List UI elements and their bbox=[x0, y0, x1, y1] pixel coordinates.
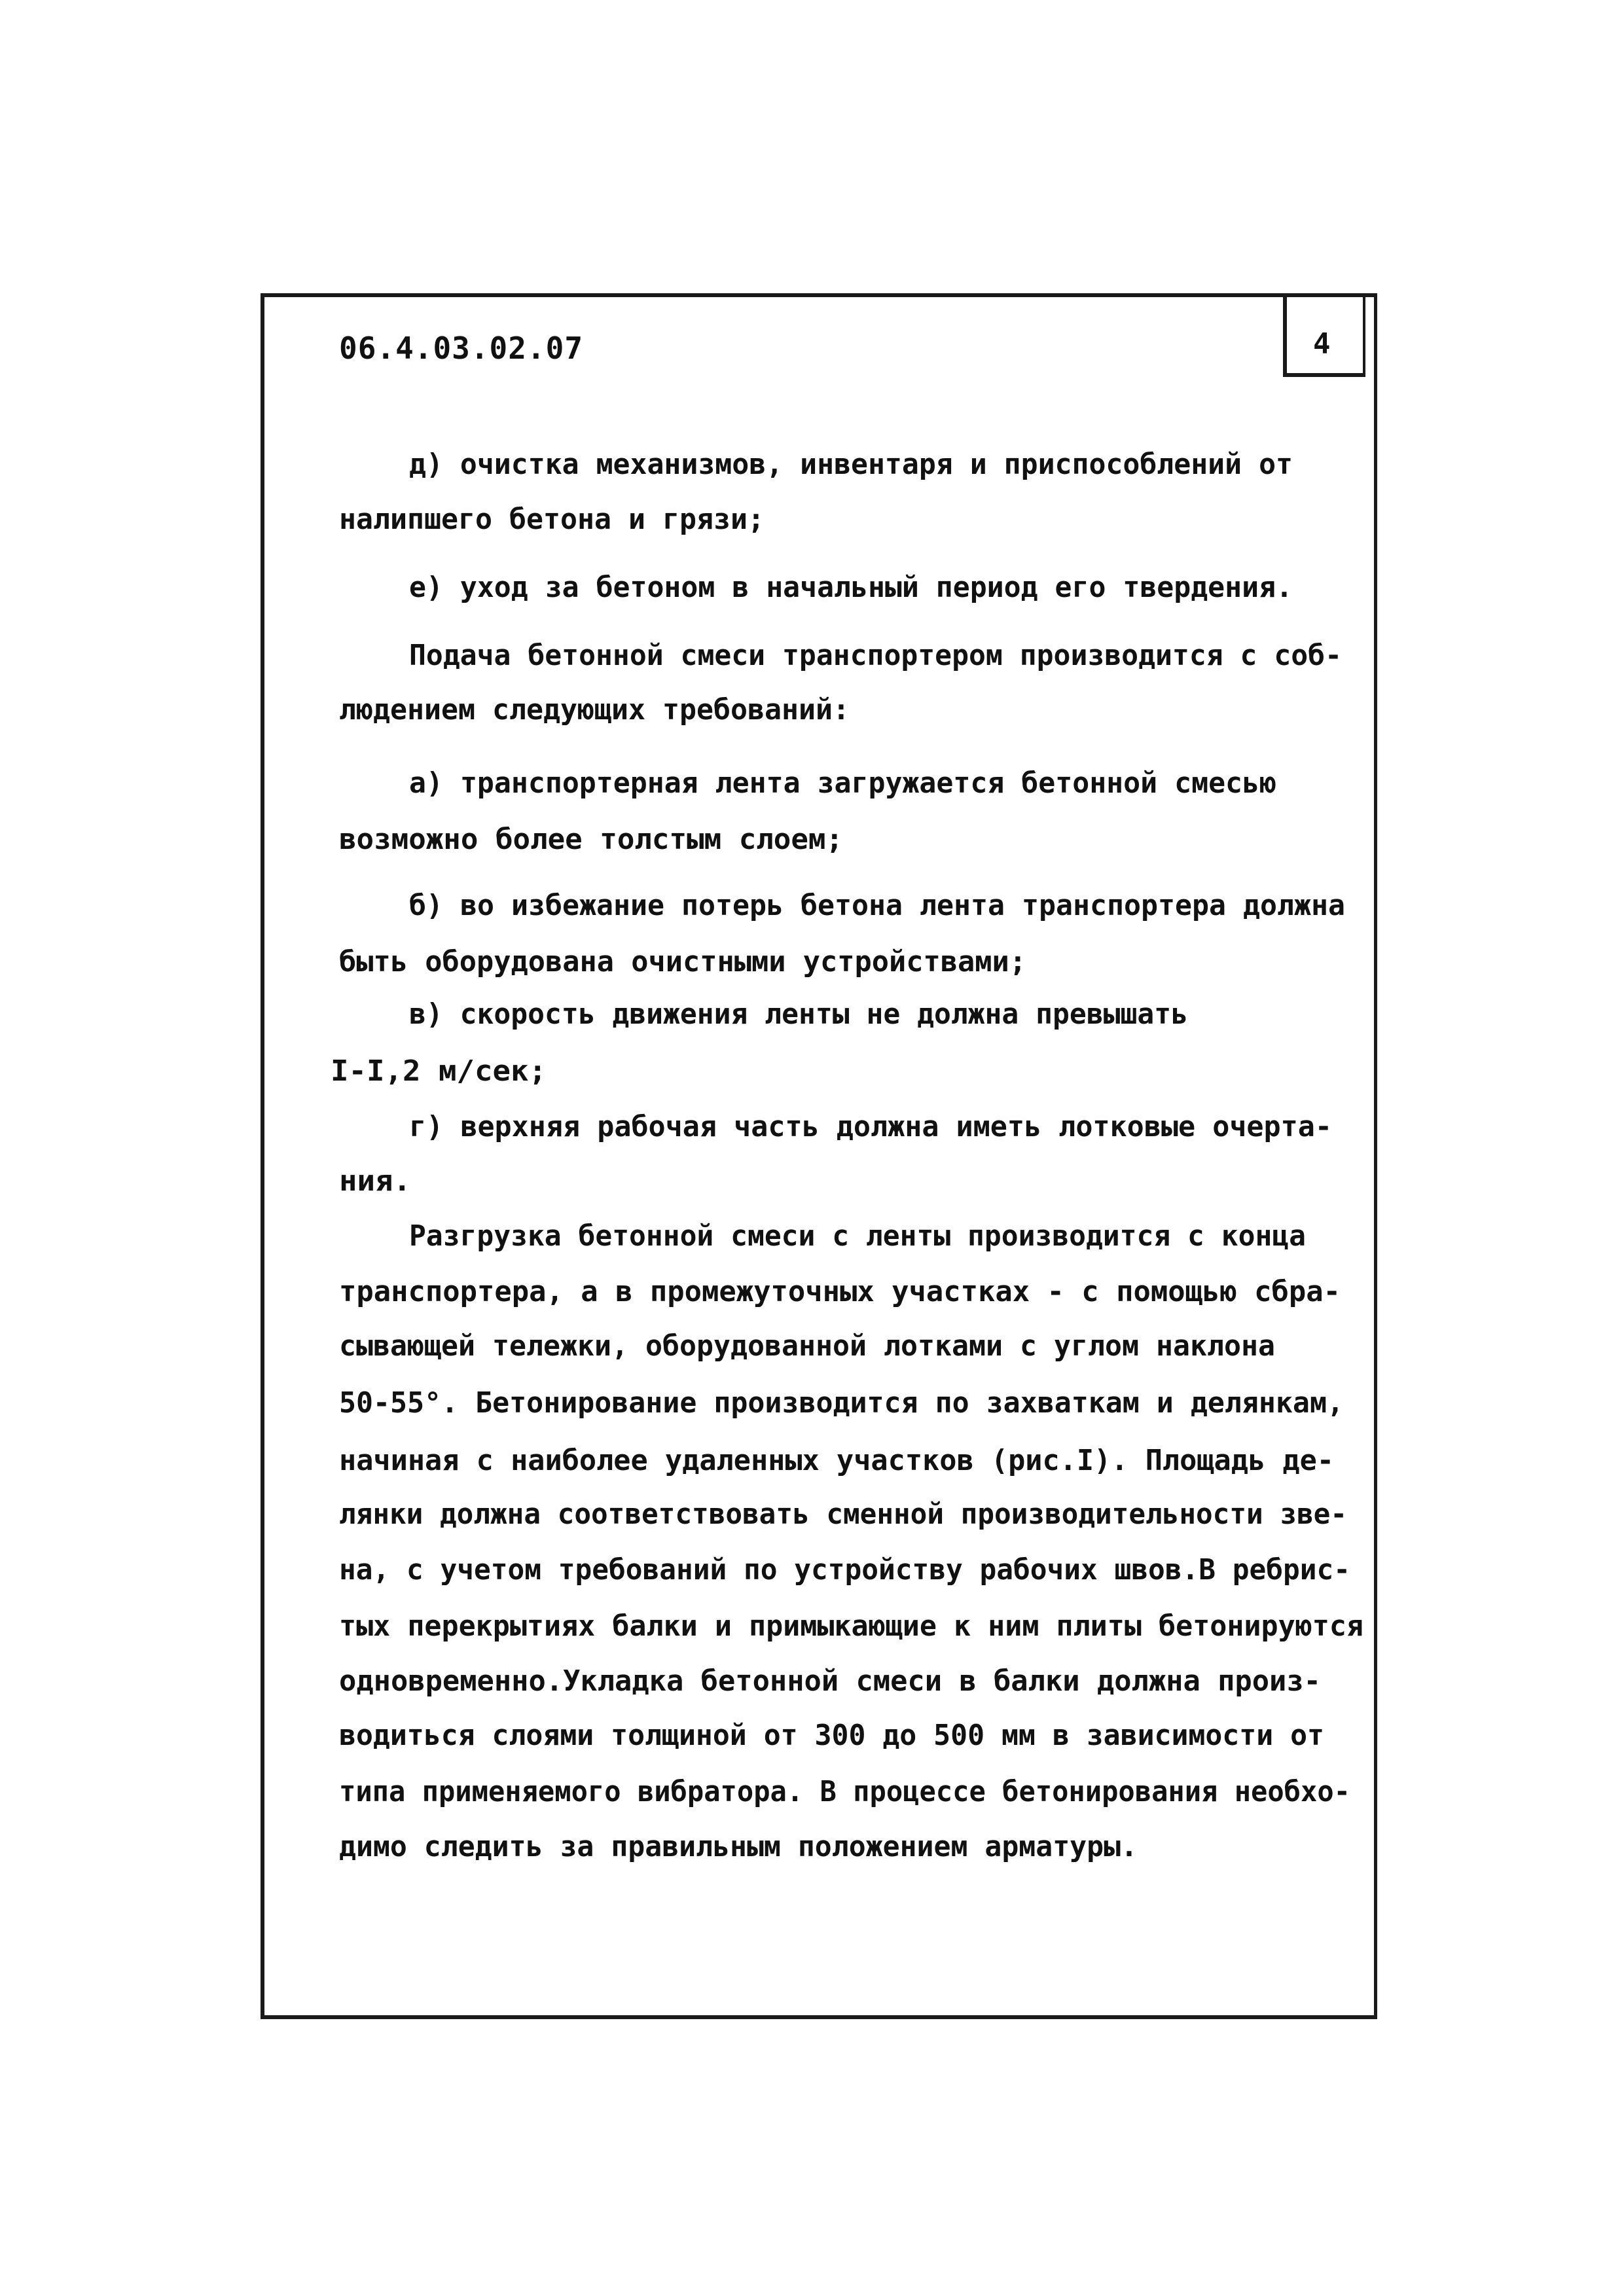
text-line: б) во избежание потерь бетона лента транспортера должна bbox=[409, 889, 1345, 922]
text-line: е) уход за бетоном в начальный период его твердения. bbox=[409, 571, 1293, 604]
text-line: Разгрузка бетонной смеси с ленты производится с конца bbox=[409, 1219, 1306, 1253]
text-line: Подача бетонной смеси транспортером производится с соб- bbox=[409, 639, 1342, 672]
text-line: возможно более толстым слоем; bbox=[339, 823, 843, 856]
text-line: водиться слоями толщиной от 300 до 500 мм в зависимости от bbox=[339, 1719, 1324, 1752]
document-frame bbox=[261, 293, 1377, 2019]
text-line: сывающей тележки, оборудованной лотками с углом наклона bbox=[339, 1329, 1275, 1363]
text-line: ния. bbox=[339, 1164, 411, 1198]
text-line: 50-55°. Бетонирование производится по захваткам и делянкам, bbox=[339, 1386, 1344, 1420]
text-line: начиная с наиболее удаленных участков (рис.I). Площадь де- bbox=[339, 1444, 1334, 1477]
text-line: быть оборудована очистными устройствами; bbox=[339, 945, 1026, 978]
text-line: людением следующих требований: bbox=[339, 693, 850, 726]
page-number-box bbox=[1283, 293, 1365, 377]
text-line: д) очистка механизмов, инвентаря и приспособлений от bbox=[409, 448, 1293, 481]
text-line: одновременно.Укладка бетонной смеси в балки должна произ- bbox=[339, 1664, 1321, 1698]
text-line: I-I,2 м/сек; bbox=[331, 1054, 547, 1088]
text-line: г) верхняя рабочая часть должна иметь лотковые очерта- bbox=[409, 1110, 1332, 1143]
text-line: на, с учетом требований по устройству рабочих швов.В ребрис- bbox=[339, 1553, 1350, 1587]
text-line: типа применяемого вибратора. В процессе бетонирования необхо- bbox=[339, 1775, 1350, 1808]
text-line: налипшего бетона и грязи; bbox=[339, 503, 765, 536]
text-line: лянки должна соответствовать сменной производительности зве- bbox=[339, 1498, 1347, 1531]
text-line: а) транспортерная лента загружается бетонной смесью bbox=[409, 766, 1276, 800]
document-code: 06.4.03.02.07 bbox=[339, 331, 584, 366]
text-line: транспортера, а в промежуточных участках - с помощью сбра- bbox=[339, 1275, 1341, 1308]
text-line: димо следить за правильным положением арматуры. bbox=[339, 1830, 1138, 1863]
text-line: тых перекрытиях балки и примыкающие к ним плиты бетонируются bbox=[339, 1609, 1363, 1643]
page-number: 4 bbox=[1313, 327, 1331, 361]
text-line: в) скорость движения ленты не должна превышать bbox=[409, 997, 1188, 1031]
